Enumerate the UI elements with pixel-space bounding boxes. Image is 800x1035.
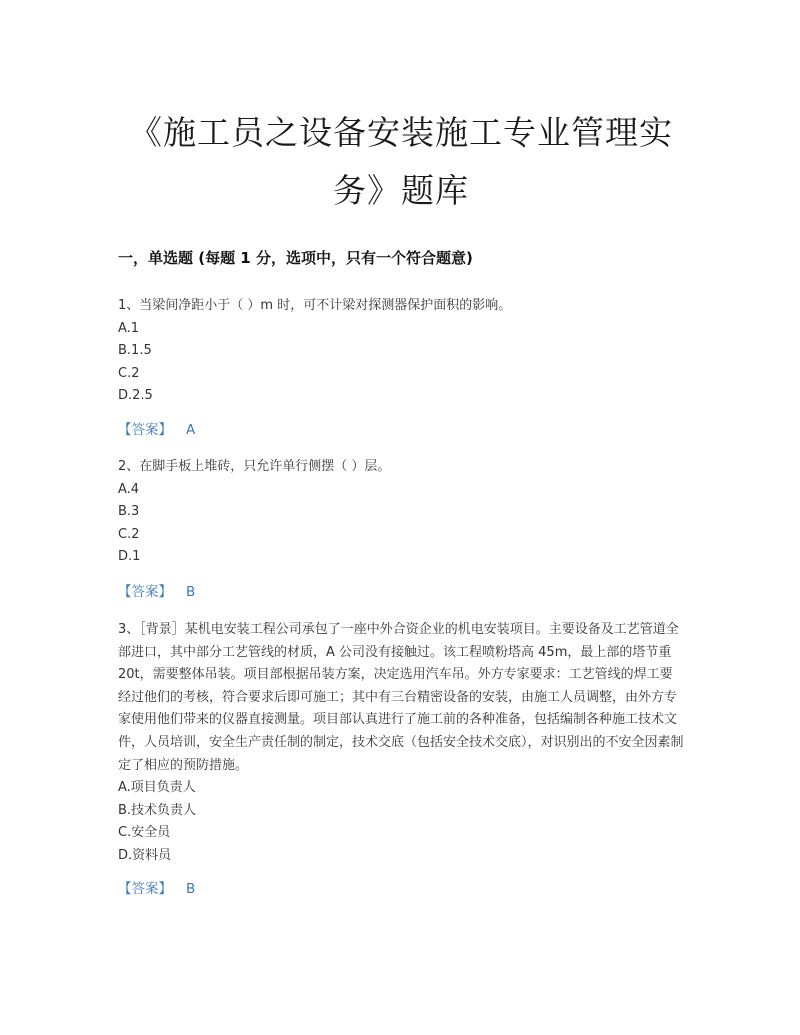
question-text: 2、在脚手板上堆砖，只允许单行侧摆（ ）层。: [118, 459, 391, 474]
answer-label: 【答案】: [118, 422, 172, 438]
option-b: B.技术负责人: [118, 802, 197, 818]
question-text: 1、当梁间净距小于（ ）m 时，可不计梁对探测器保护面积的影响。: [118, 298, 512, 313]
option-c: C.2: [118, 526, 140, 542]
answer-value: A: [186, 422, 196, 438]
answer-label: 【答案】: [118, 881, 172, 897]
answer-2: [118, 581, 195, 603]
document-title: 《施工员之设备安装施工专业管理实务》题库: [129, 113, 673, 210]
question-text: 3、［背景］某机电安装工程公司承包了一座中外合资企业的机电安装项目。主要设备及工艺管道全部进口，其中部分工艺管线的材质，A 公司没有接触过。该工程喷粉塔高 45m，最上部的塔节重 20t，需要整体吊装。项目部根据吊装方案，决定选用汽车吊。外方专家要求：工艺管线的焊工要经过他们的考核，符合要求后即可施工；其中有三台精密设备的安装，由施工人员调整，由外方专家使用他们带来的仪器直接测量。项目部认真进行了施工前的各种准备，包括编制各种施工技术文件，人员培训，安全生产责任制的制定，技术交底（包括安全技术交底），对识别出的不安全因素制定了相应的预防措施。: [118, 622, 684, 773]
question-3: [118, 619, 684, 868]
option-a: A.4: [118, 481, 140, 497]
option-b: B.3: [118, 504, 140, 520]
answer-3: [118, 878, 195, 900]
section-heading: 一，单选题 (每题 1 分，选项中，只有一个符合题意): [118, 249, 473, 267]
option-d: D.2.5: [118, 388, 153, 404]
option-c: C.2: [118, 365, 140, 381]
option-a: A.1: [118, 320, 140, 336]
option-d: D.资料员: [118, 847, 172, 863]
option-d: D.1: [118, 549, 141, 565]
answer-value: B: [186, 881, 196, 897]
option-b: B.1.5: [118, 343, 152, 359]
answer-value: B: [186, 584, 196, 600]
answer-1: [118, 419, 195, 441]
question-2: [118, 456, 684, 569]
option-a: A.项目负责人: [118, 780, 196, 796]
answer-label: 【答案】: [118, 584, 172, 600]
option-c: C.安全员: [118, 825, 171, 841]
question-1: [118, 295, 684, 408]
